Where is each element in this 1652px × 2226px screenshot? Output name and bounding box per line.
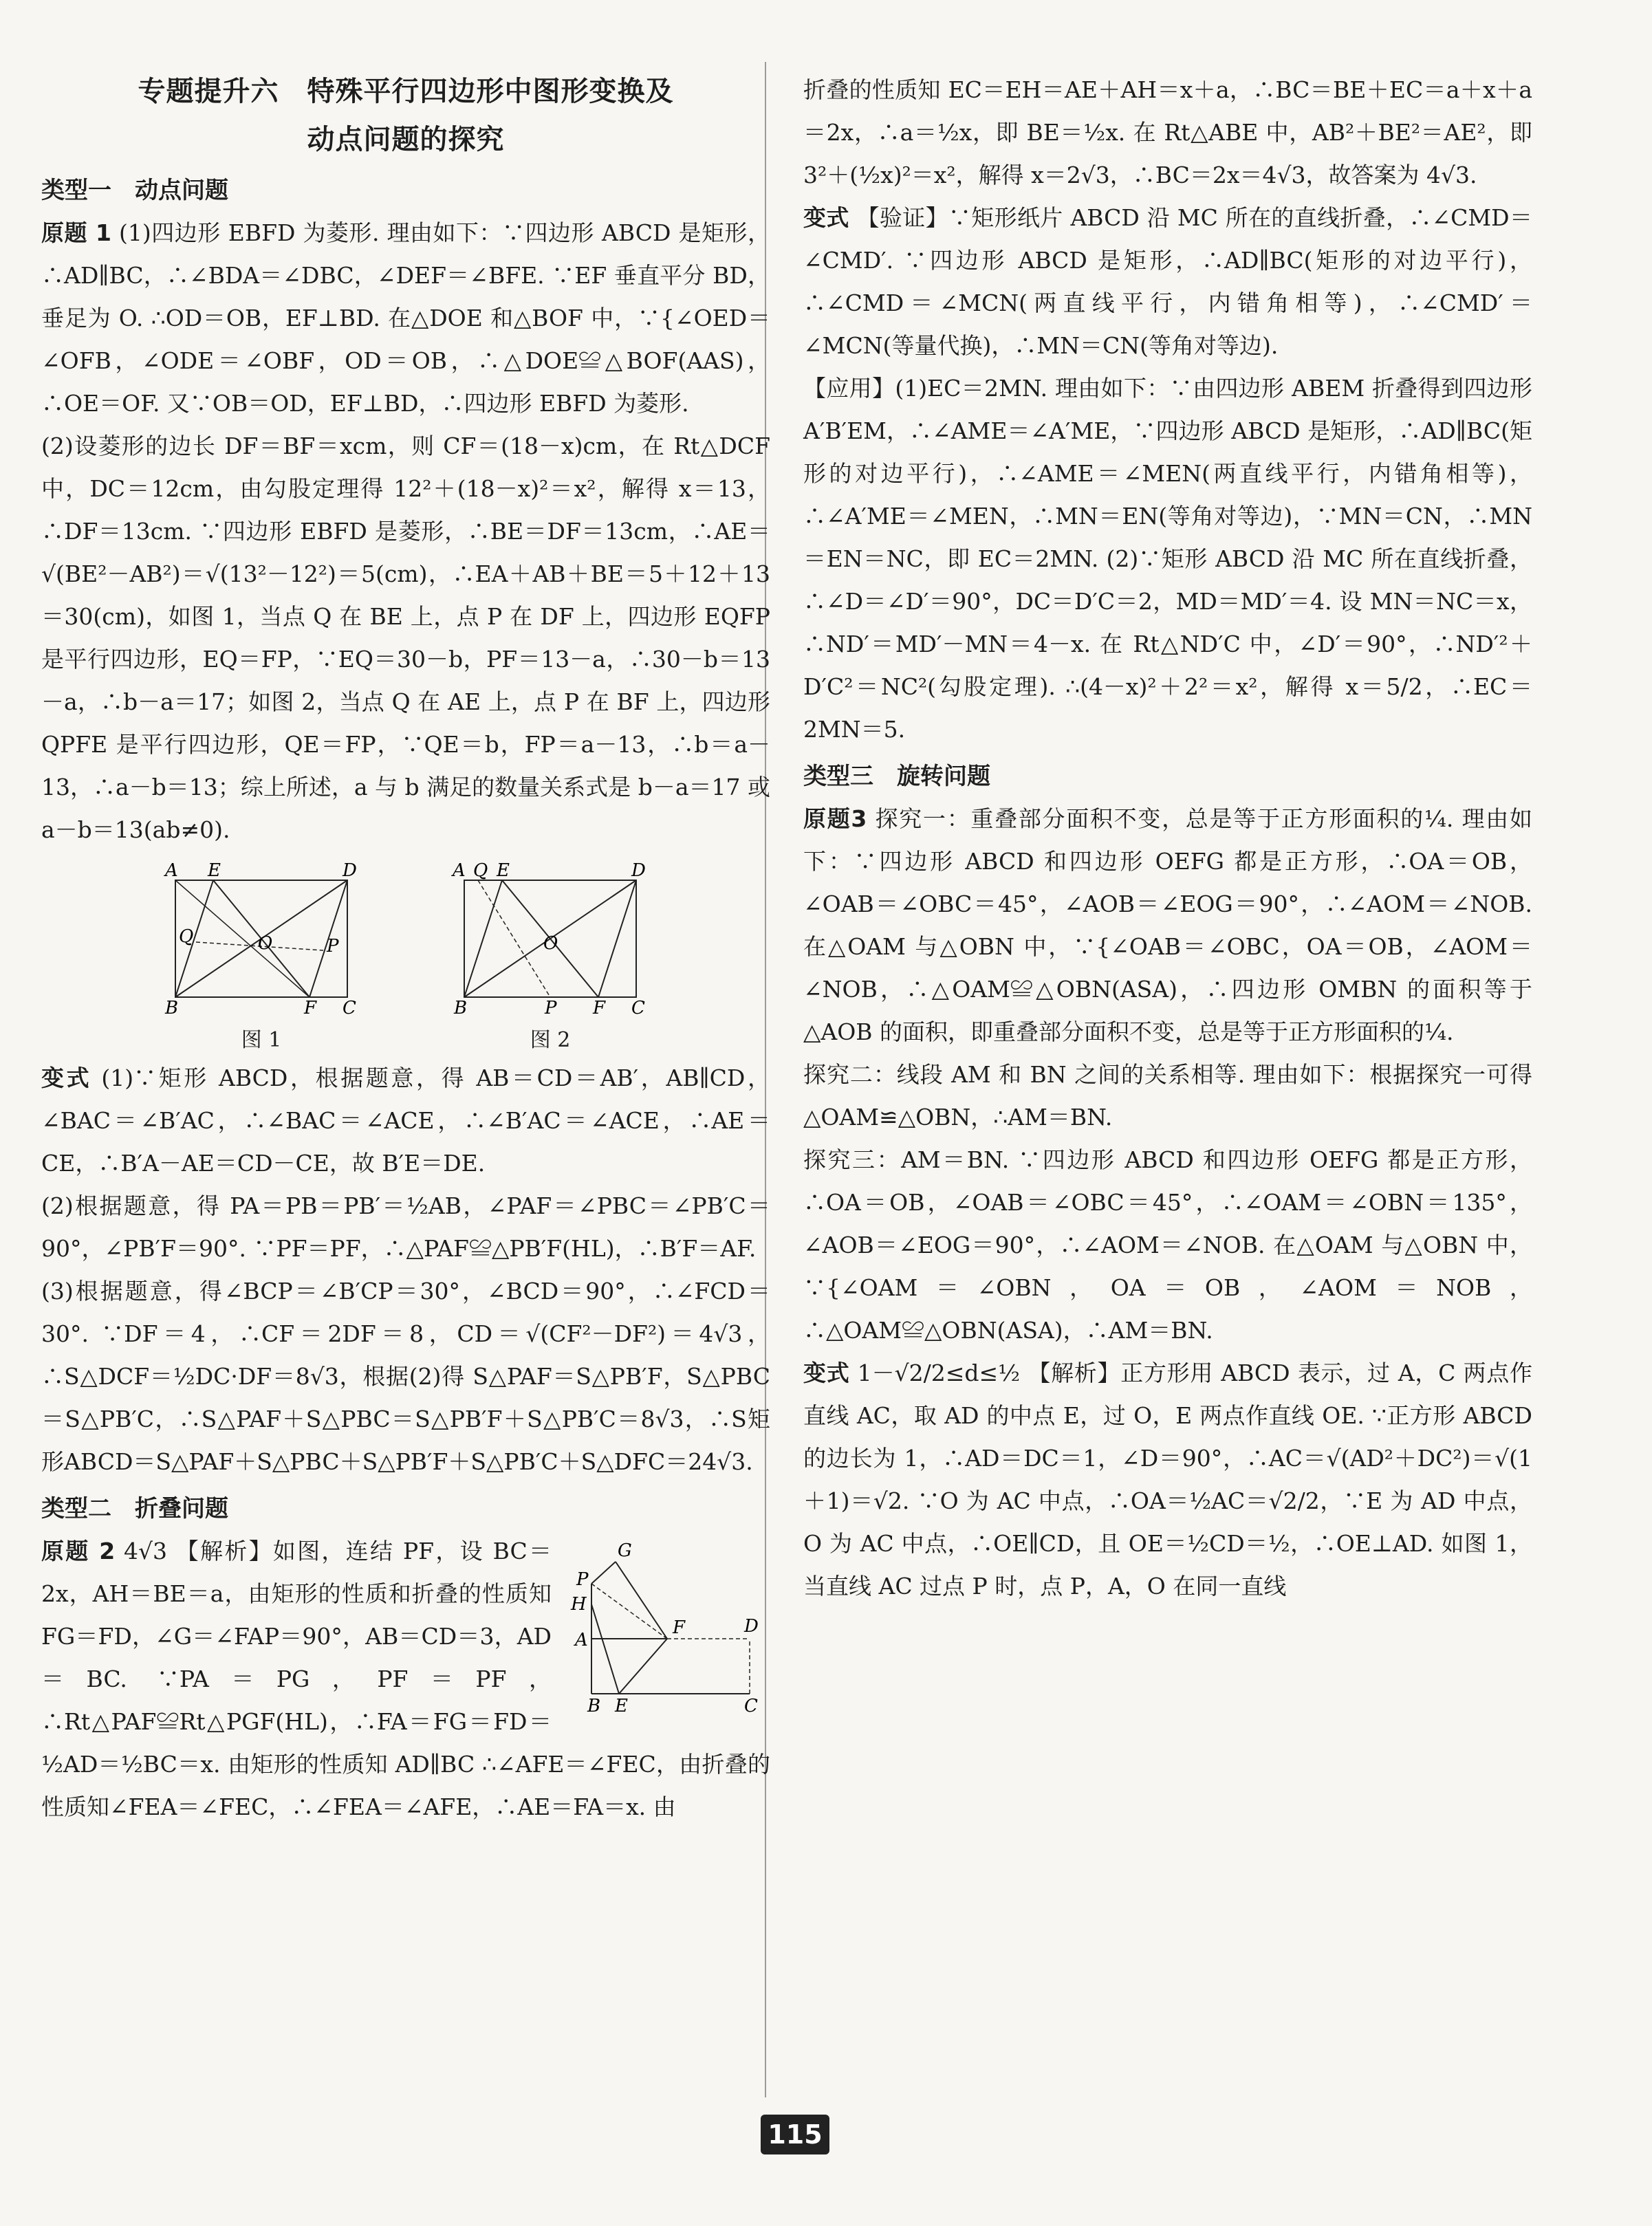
problem-3-part2: 探究二：线段 AM 和 BN 之间的关系相等. 理由如下：根据探究一可得△OAM≌△OBN，∴AM＝BN. <box>803 1061 1532 1131</box>
svg-text:D: D <box>631 861 646 881</box>
variant-2-label: 变式 <box>803 204 849 231</box>
problem-3-part3: 探究三：AM＝BN. ∵四边形 ABCD 和四边形 OEFG 都是正方形，∴OA＝OB，∠OAB＝∠OBC＝45°，∴∠OAM＝∠OBN＝135°，∠AOB＝∠EOG＝90°，∴∠AOM＝∠NOB. 在△OAM 与△OBN 中，∵{∠OAM＝∠OBN，OA＝OB，∠AOM＝NOB，∴△OAM≌△OBN(ASA)，∴AM＝BN. <box>803 1146 1532 1344</box>
problem-1-text <box>41 212 770 425</box>
svg-text:B: B <box>454 998 468 1018</box>
page-number: 115 <box>761 2115 829 2154</box>
variant-1-label: 变式 <box>41 1065 92 1091</box>
svg-text:D: D <box>343 861 357 881</box>
figure-2 <box>447 861 653 1054</box>
svg-text:H: H <box>571 1594 587 1615</box>
svg-text:F: F <box>593 998 606 1018</box>
page-title-line2: 动点问题的探究 <box>307 124 505 155</box>
section-heading-1: 类型一 动点问题 <box>41 177 228 204</box>
svg-text:A: A <box>165 861 178 881</box>
svg-text:P: P <box>545 998 557 1018</box>
svg-text:C: C <box>343 998 356 1018</box>
figure-row <box>41 861 770 1054</box>
problem-2-label: 原题 2 <box>41 1538 116 1564</box>
problem-3-label: 原题3 <box>803 805 867 832</box>
svg-text:B: B <box>165 998 179 1018</box>
variant-1-text <box>41 1057 770 1185</box>
figure-2-caption: 图 2 <box>530 1028 571 1052</box>
figure-1-drawing <box>158 861 365 1019</box>
svg-text:E: E <box>615 1696 628 1714</box>
svg-text:F: F <box>304 998 317 1018</box>
svg-text:C: C <box>631 998 645 1018</box>
problem-2-part1: 4√3 【解析】如图，连结 PF，设 BC＝2x，AH＝BE＝a，由矩形的性质和折叠的性质知 FG＝FD，∠G＝∠FAP＝90°，AB＝CD＝3，AD＝BC. ∵PA＝PG，PF＝PF，∴Rt△PAF≌Rt△PGF(HL)，∴FA＝FG＝FD＝½AD＝½BC＝x. 由矩形的性质知 AD∥BC ∴∠AFE＝∠FEC，由折叠的性质知∠FEA＝∠FEC，∴∠FEA＝∠AFE，∴AE＝FA＝x. 由 <box>41 1538 770 1820</box>
figure-2-drawing <box>447 861 653 1019</box>
right-column <box>803 69 1532 1608</box>
page-title: 专题提升六 特殊平行四边形中图形变换及 <box>138 76 674 107</box>
section-heading-3: 类型三 旋转问题 <box>803 763 990 790</box>
variant-2-part1: 【验证】∵矩形纸片 ABCD 沿 MC 所在的直线折叠，∴∠CMD＝∠CMD′. ∵四边形 ABCD 是矩形，∴AD∥BC(矩形的对边平行)，∴∠CMD＝∠MCN(两直线平行，内错角相等)，∴∠CMD′＝∠MCN(等量代换)，∴MN＝CN(等角对等边). <box>803 204 1532 359</box>
svg-text:A: A <box>453 861 466 881</box>
variant-3-part1: 1－√2/2≤d≤½ 【解析】正方形用 ABCD 表示，过 A，C 两点作直线 AC，取 AD 的中点 E，过 O，E 两点作直线 OE. ∵正方形 ABCD 的边长为 1，∴AD＝DC＝1，∠D＝90°，∴AC＝√(AD²＋DC²)＝√(1＋1)＝√2. ∵O 为 AC 中点，∴OA＝½AC＝√2/2，∵E 为 AD 中点，O 为 AC 中点，∴OE∥CD，且 OE＝½CD＝½，∴OE⊥AD. 如图 1，当直线 AC 过点 P 时，点 P，A，O 在同一直线 <box>803 1360 1532 1600</box>
section-heading-2: 类型二 折叠问题 <box>41 1495 228 1523</box>
variant-2-text <box>803 197 1532 367</box>
svg-text:G: G <box>618 1540 632 1561</box>
svg-text:O: O <box>258 933 273 954</box>
problem-1-part2: (2)设菱形的边长 DF＝BF＝xcm，则 CF＝(18－x)cm，在 Rt△DCF中，DC＝12cm，由勾股定理得 12²＋(18－x)²＝x²，解得 x＝13，∴DF＝13cm. ∵四边形 EBFD 是菱形，∴BE＝DF＝13cm，∴AE＝√(BE²－AB²)＝√(13²－12²)＝5(cm)，∴EA＋AB＋BE＝5＋12＋13＝30(cm)，如图 1，当点 Q 在 BE 上，点 P 在 DF 上，四边形 EQFP 是平行四边形，EQ＝FP，∵EQ＝30－b，PF＝13－a，∴30－b＝13－a，∴b－a＝17；如图 2，当点 Q 在 AE 上，点 P 在 BF 上，四边形 QPFE 是平行四边形，QE＝FP，∵QE＝b，FP＝a－13，∴b＝a－13，∴a－b＝13；综上所述，a 与 b 满足的数量关系式是 b－a＝17 或 a－b＝13(ab≠0). <box>41 433 770 843</box>
problem-1-label: 原题 1 <box>41 219 111 246</box>
variant-1-part1: (1)∵矩形 ABCD，根据题意，得 AB＝CD＝AB′，AB∥CD，∠BAC＝∠B′AC，∴∠BAC＝∠ACE，∴∠B′AC＝∠ACE，∴AE＝CE，∴B′A－AE＝CD－CE，故 B′E＝DE. <box>41 1065 770 1177</box>
problem-3-part1: 探究一：重叠部分面积不变，总是等于正方形面积的¼. 理由如下：∵四边形 ABCD 和四边形 OEFG 都是正方形，∴OA＝OB，∠OAB＝∠OBC＝45°，∠AOB＝∠EOG＝90°，∴∠AOM＝∠NOB. 在△OAM 与△OBN 中，∵{∠OAB＝∠OBC，OA＝OB，∠AOM＝∠NOB，∴△OAM≌△OBN(ASA)，∴四边形 OMBN 的面积等于△AOB 的面积，即重叠部分面积不变，总是等于正方形面积的¼. <box>803 805 1532 1045</box>
svg-text:P: P <box>327 936 339 957</box>
svg-text:Q: Q <box>179 926 194 947</box>
variant-2-part2: 【应用】(1)EC＝2MN. 理由如下：∵由四边形 ABEM 折叠得到四边形 A′B′EM，∴∠AME＝∠A′ME，∵四边形 ABCD 是矩形，∴AD∥BC(矩形的对边平行)，∴∠AME＝∠MEN(两直线平行，内错角相等)，∴∠A′ME＝∠MEN，∴MN＝EN(等角对等边)，∵MN＝CN，∴MN＝EN＝NC，即 EC＝2MN. (2)∵矩形 ABCD 沿 MC 所在直线折叠，∴∠D＝∠D′＝90°，DC＝D′C＝2，MD＝MD′＝4. 设 MN＝NC＝x，∴ND′＝MD′－MN＝4－x. 在 Rt△ND′C 中，∠D′＝90°，∴ND′²＋D′C²＝NC²(勾股定理). ∴(4－x)²＋2²＝x²，解得 x＝5/2，∴EC＝2MN＝5. <box>803 375 1532 743</box>
variant-1-part2: (2)根据题意，得 PA＝PB＝PB′＝½AB，∠PAF＝∠PBC＝∠PB′C＝90°，∠PB′F＝90°. ∵PF＝PF，∴△PAF≌△PB′F(HL)，∴B′F＝AF. <box>41 1192 770 1262</box>
variant-1-part3: (3)根据题意，得∠BCP＝∠B′CP＝30°，∠BCD＝90°，∴∠FCD＝30°. ∵DF＝4，∴CF＝2DF＝8，CD＝√(CF²－DF²)＝4√3，∴S△DCF＝½DC·DF＝8√3，根据(2)得 S△PAF＝S△PB′F，S△PBC＝S△PB′C，∴S△PAF＋S△PBC＝S△PB′F＋S△PB′C＝8√3，∴S矩形ABCD＝S△PAF＋S△PBC＋S△PB′F＋S△PB′C＋S△DFC＝24√3. <box>41 1278 770 1475</box>
variant-3-label: 变式 <box>803 1360 850 1386</box>
svg-text:O: O <box>543 933 558 954</box>
svg-text:E: E <box>208 861 221 881</box>
figure-1-caption: 图 1 <box>241 1028 282 1052</box>
svg-text:P: P <box>576 1569 589 1590</box>
problem-2-continued: 折叠的性质知 EC＝EH＝AE＋AH＝x＋a，∴BC＝BE＋EC＝a＋x＋a＝2x，∴a＝½x，即 BE＝½x. 在 Rt△ABE 中，AB²＋BE²＝AE²，即 3²＋(½x)²＝x²，解得 x＝2√3，∴BC＝2x＝4√3，故答案为 4√3. <box>803 76 1532 188</box>
left-column <box>41 165 770 1829</box>
svg-text:B: B <box>587 1696 601 1714</box>
variant-3-text <box>803 1352 1532 1608</box>
figure-1 <box>158 861 365 1054</box>
problem-3-text <box>803 798 1532 1054</box>
problem-1-part1: (1)四边形 EBFD 为菱形. 理由如下：∵四边形 ABCD 是矩形，∴AD∥BC，∴∠BDA＝∠DBC，∠DEF＝∠BFE. ∵EF 垂直平分 BD，垂足为 O. ∴OD＝OB，EF⊥BD. 在△DOE 和△BOF 中，∵{∠OED＝∠OFB，∠ODE＝∠OBF，OD＝OB，∴△DOE≌△BOF(AAS)，∴OE＝OF. 又∵OB＝OD，EF⊥BD，∴四边形 EBFD 为菱形. <box>41 219 770 417</box>
svg-text:F: F <box>673 1617 686 1638</box>
svg-text:Q: Q <box>473 861 488 881</box>
svg-text:A: A <box>575 1630 588 1650</box>
svg-text:C: C <box>744 1696 758 1714</box>
figure-fold <box>564 1536 770 1728</box>
svg-text:D: D <box>744 1616 759 1637</box>
figure-fold-drawing <box>564 1536 770 1714</box>
svg-text:E: E <box>497 861 510 881</box>
